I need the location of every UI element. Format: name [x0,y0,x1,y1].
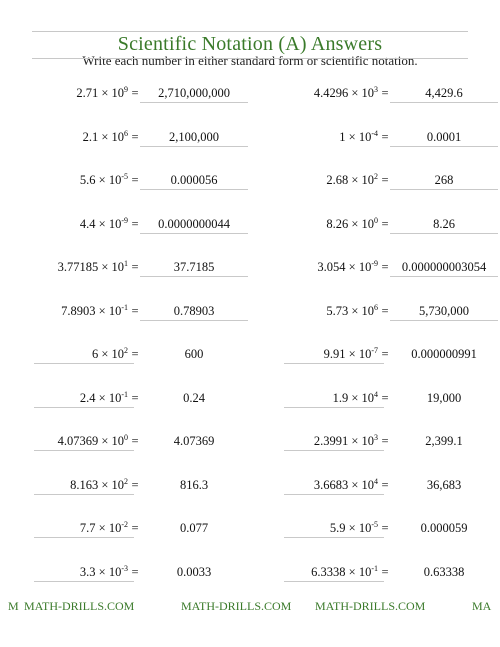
footer-watermark [0,598,500,614]
scientific-notation [326,302,378,320]
top-rule [32,31,468,32]
exponent: -1 [121,302,128,312]
coefficient: 1 [339,129,346,144]
equals-sign: = [131,390,139,405]
answer-line [284,537,384,538]
standard-form-answer: 0.000059 [420,521,468,535]
answer-line [140,102,248,103]
scientific-notation [80,215,128,233]
problem-row [0,254,250,298]
coefficient: 1.9 [332,390,349,405]
answer-line [34,450,134,451]
coefficient: 9.91 [323,347,346,361]
times-ten: × 10 [348,129,372,144]
problem-row [250,167,500,211]
coefficient: 3.054 [317,260,346,274]
answer-line [284,494,384,495]
standard-form-answer: 268 [434,173,454,187]
answer-line [284,407,384,408]
times-ten: × 10 [351,173,374,187]
times-ten: × 10 [98,521,122,535]
problem-row [0,298,250,342]
problem-row [0,515,250,559]
coefficient: 2.1 [82,129,99,144]
problem-row [250,472,500,516]
problem-row [0,385,250,429]
equals-sign: = [381,434,389,448]
standard-form-answer: 0.000056 [170,173,218,187]
footer-text: MA [472,599,492,613]
footer-text: M [8,599,19,613]
exponent: 2 [374,172,378,181]
scientific-notation [76,84,128,102]
answer-line [34,494,134,495]
scientific-notation [311,563,378,581]
equals-sign: = [131,86,139,100]
exponent: 2 [124,476,128,486]
scientific-notation [324,345,378,363]
answer-line [34,363,134,364]
exponent: 6 [124,128,128,138]
footer-text: MATH-DRILLS.COM [24,599,135,613]
scientific-notation [80,519,128,537]
standard-form-answer: 0.000000991 [411,347,477,361]
problems-column-left [0,80,250,602]
coefficient: 4.4 [79,216,96,231]
times-ten: × 10 [98,390,122,405]
header-rule [32,58,468,59]
times-ten: × 10 [101,347,124,361]
scientific-notation [330,519,378,537]
standard-form-answer: 0.0000000044 [158,216,230,231]
coefficient: 3.77185 [57,260,99,274]
coefficient: 5.73 [326,303,349,318]
times-ten: × 10 [98,216,122,231]
equals-sign: = [131,564,139,579]
page-title: Scientific Notation (A) Answers [117,33,383,55]
exponent: -3 [121,563,128,573]
problem-row [0,211,250,255]
scientific-notation [58,258,128,276]
equals-sign: = [131,521,139,535]
times-ten: × 10 [348,521,372,535]
times-ten: × 10 [101,86,124,100]
answer-line [140,320,248,321]
exponent: 6 [374,302,378,312]
scientific-notation [326,171,378,189]
equals-sign: = [381,216,389,231]
answer-line [390,146,498,147]
answer-line [140,233,248,234]
problems-column-right [250,80,500,602]
standard-form-answer: 0.0001 [426,129,462,144]
times-ten: × 10 [348,260,372,274]
coefficient: 2.71 [76,86,99,100]
coefficient: 2.68 [326,173,349,187]
equals-sign: = [131,216,139,231]
problem-row [250,341,500,385]
standard-form-answer: 0.077 [179,521,209,535]
scientific-notation [80,171,128,189]
problem-row [0,80,250,124]
equals-sign: = [381,86,389,100]
answer-line [390,320,498,321]
equals-sign: = [381,129,389,144]
exponent: 0 [374,215,378,225]
scientific-notation [333,389,378,407]
standard-form-answer: 4,429.6 [425,86,463,100]
exponent: 9 [124,85,128,94]
times-ten: × 10 [351,477,374,492]
times-ten: × 10 [101,434,124,448]
times-ten: × 10 [351,216,374,231]
coefficient: 8.163 [70,477,99,492]
coefficient: 4.07369 [57,434,99,448]
problem-row [0,559,250,603]
times-ten: × 10 [351,390,374,405]
times-ten: × 10 [351,434,374,448]
answer-line [284,581,384,582]
exponent: 4 [374,389,378,399]
answer-line [284,363,384,364]
equals-sign: = [131,303,139,318]
scientific-notation [92,345,128,363]
exponent: 1 [124,259,128,268]
equals-sign: = [381,521,389,535]
answer-line [34,581,134,582]
exponent: 2 [124,346,128,355]
exponent: -5 [121,172,128,181]
problem-row [250,428,500,472]
coefficient: 3.6683 [313,477,349,492]
coefficient: 8.26 [326,216,349,231]
answer-line [284,450,384,451]
problem-row [250,124,500,168]
problem-row [250,298,500,342]
exponent: 3 [374,433,378,442]
equals-sign: = [381,347,389,361]
footer-text: MATH-DRILLS.COM [181,599,292,613]
problem-row [0,167,250,211]
times-ten: × 10 [98,303,122,318]
standard-form-answer: 2,100,000 [169,129,219,144]
answer-line [390,276,498,277]
scientific-notation [326,215,378,233]
equals-sign: = [131,347,139,361]
coefficient: 2.3991 [313,434,349,448]
equals-sign: = [381,477,389,492]
standard-form-answer: 0.000000003054 [401,260,487,274]
scientific-notation [314,432,378,450]
problem-row [250,559,500,603]
scientific-notation [83,128,128,146]
times-ten: × 10 [351,303,374,318]
standard-form-answer: 0.63338 [423,564,465,579]
instructions: Write each number in either standard form or scientific notation. [82,53,418,68]
coefficient: 7.8903 [61,303,96,318]
problem-row [0,472,250,516]
standard-form-answer: 8.26 [433,216,455,231]
times-ten: × 10 [101,129,124,144]
times-ten: × 10 [98,173,122,187]
standard-form-answer: 816.3 [179,477,209,492]
scientific-notation [70,476,128,494]
problem-row [0,124,250,168]
scientific-notation [314,476,378,494]
standard-form-answer: 36,683 [426,477,462,492]
standard-form-answer: 5,730,000 [419,303,469,318]
standard-form-answer: 0.78903 [173,303,215,318]
coefficient: 6.3338 [311,564,346,579]
coefficient: 3.3 [79,564,96,579]
exponent: -1 [121,389,128,399]
scientific-notation [339,128,378,146]
standard-form-answer: 0.0033 [176,564,212,579]
exponent: -9 [121,215,128,225]
scientific-notation [80,563,128,581]
problem-row [250,515,500,559]
problem-row [250,80,500,124]
equals-sign: = [131,477,139,492]
coefficient: 7.7 [79,521,96,535]
times-ten: × 10 [101,477,124,492]
times-ten: × 10 [348,564,372,579]
exponent: -4 [371,128,378,138]
standard-form-answer: 37.7185 [173,260,215,274]
coefficient: 4.4296 [313,86,349,100]
equals-sign: = [381,173,389,187]
equals-sign: = [131,434,139,448]
problem-row [0,341,250,385]
coefficient: 5.6 [79,173,96,187]
equals-sign: = [381,303,389,318]
scientific-notation [314,84,378,102]
scientific-notation [58,432,128,450]
coefficient: 5.9 [329,521,346,535]
times-ten: × 10 [98,564,122,579]
answer-line [390,189,498,190]
equals-sign: = [381,390,389,405]
problem-row [250,385,500,429]
times-ten: × 10 [101,260,124,274]
problem-row [0,428,250,472]
equals-sign: = [381,564,389,579]
standard-form-answer: 0.24 [183,390,205,405]
coefficient: 2.4 [79,390,96,405]
answer-line [140,146,248,147]
equals-sign: = [381,260,389,274]
exponent: -9 [371,259,378,268]
exponent: -7 [371,346,378,355]
standard-form-answer: 19,000 [426,390,462,405]
equals-sign: = [131,129,139,144]
standard-form-answer: 2,710,000,000 [158,86,230,100]
problem-row [250,211,500,255]
answer-line [390,233,498,234]
answer-line [34,537,134,538]
scientific-notation [61,302,128,320]
times-ten: × 10 [351,86,374,100]
footer-text: MATH-DRILLS.COM [315,599,426,613]
scientific-notation [80,389,128,407]
problem-row [250,254,500,298]
exponent: 3 [374,85,378,94]
coefficient: 6 [91,347,99,361]
equals-sign: = [131,260,139,274]
standard-form-answer: 600 [184,347,204,361]
answer-line [140,189,248,190]
exponent: -5 [371,520,378,529]
answer-line [390,102,498,103]
exponent: -1 [371,563,378,573]
times-ten: × 10 [348,347,372,361]
standard-form-answer: 4.07369 [173,434,215,448]
scientific-notation [317,258,378,276]
exponent: 4 [374,476,378,486]
equals-sign: = [131,173,139,187]
exponent: 0 [124,433,128,442]
standard-form-answer: 2,399.1 [425,434,463,448]
answer-line [34,407,134,408]
exponent: -2 [121,520,128,529]
answer-line [140,276,248,277]
